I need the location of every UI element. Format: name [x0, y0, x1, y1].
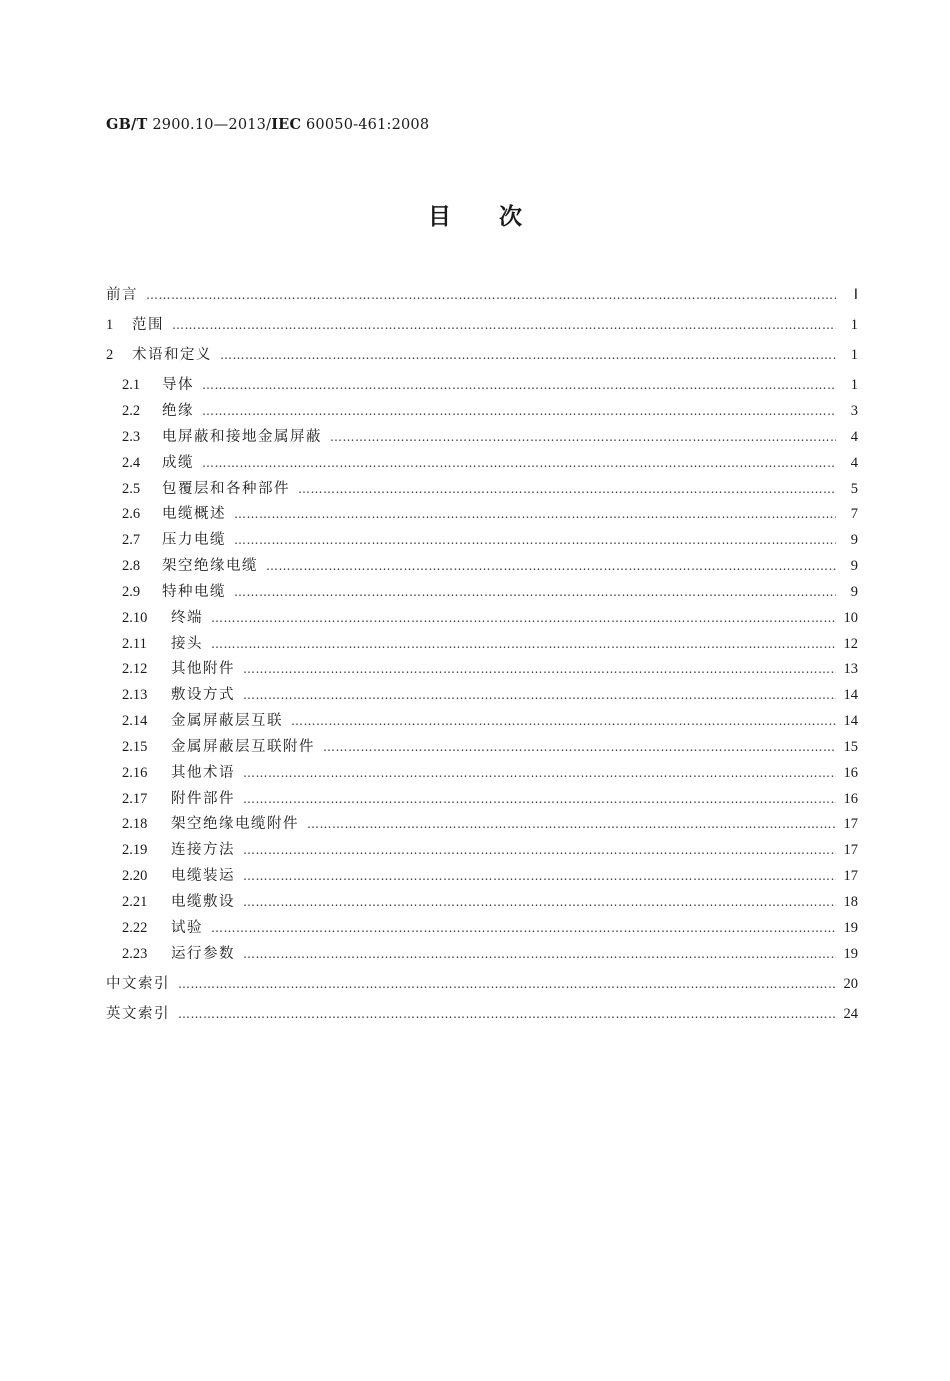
toc-label: 成缆 — [162, 455, 194, 471]
toc-number: 2.5 — [122, 481, 141, 497]
toc-entry[interactable] — [122, 838, 858, 858]
toc-entry[interactable] — [122, 657, 858, 677]
toc-entry[interactable] — [122, 554, 858, 574]
toc-label: 其他附件 — [171, 661, 235, 677]
toc-number: 1 — [106, 317, 114, 333]
toc-entry[interactable] — [122, 580, 858, 600]
toc-number: 2.7 — [122, 532, 141, 548]
toc-label: 金属屏蔽层互联 — [171, 713, 283, 729]
toc-entry[interactable] — [122, 761, 858, 781]
toc-label: 绝缘 — [162, 403, 194, 419]
toc-label: 连接方法 — [171, 842, 235, 858]
iec-number: 60050-461:2008 — [301, 117, 430, 133]
toc-leader-dots — [243, 792, 836, 806]
toc-number: 2.11 — [122, 636, 147, 652]
toc-page-number: 5 — [850, 481, 858, 497]
toc-leader-dots — [211, 637, 836, 651]
toc-entry[interactable] — [122, 890, 858, 910]
toc-leader-dots — [234, 533, 836, 547]
toc-entry[interactable] — [106, 972, 858, 992]
toc-number: 2.17 — [122, 791, 148, 807]
toc-label: 金属屏蔽层互联附件 — [171, 739, 315, 755]
toc-label: 敷设方式 — [171, 687, 235, 703]
standard-prefix: GB/T — [106, 116, 148, 133]
standard-number: 2900.10—2013/ — [147, 117, 272, 133]
toc-page-number: 14 — [843, 687, 858, 703]
toc-label: 试验 — [171, 920, 203, 936]
toc-number: 2.19 — [122, 842, 148, 858]
toc-leader-dots — [202, 456, 836, 470]
toc-label: 架空绝缘电缆附件 — [171, 816, 299, 832]
toc-label: 压力电缆 — [162, 532, 226, 548]
toc-leader-dots — [291, 714, 836, 728]
toc-number: 2.21 — [122, 894, 148, 910]
toc-entry[interactable] — [106, 1002, 858, 1022]
toc-leader-dots — [202, 378, 836, 392]
toc-leader-dots — [243, 895, 836, 909]
toc-label: 电缆概述 — [162, 506, 226, 522]
toc-entry[interactable] — [106, 343, 858, 363]
toc-page-number: 7 — [850, 506, 858, 522]
toc-page-number: 9 — [850, 532, 858, 548]
toc-leader-dots — [307, 817, 836, 831]
toc-page-number: 1 — [850, 377, 858, 393]
toc-leader-dots — [243, 688, 836, 702]
toc-page-number: 14 — [843, 713, 858, 729]
toc-entry[interactable] — [122, 942, 858, 962]
toc-leader-dots — [243, 843, 836, 857]
toc-number: 2.12 — [122, 661, 148, 677]
toc-entry[interactable] — [122, 477, 858, 497]
toc-label: 其他术语 — [171, 765, 235, 781]
toc-number: 2.6 — [122, 506, 141, 522]
toc-label: 包覆层和各种部件 — [162, 481, 290, 497]
toc-leader-dots — [178, 977, 836, 991]
toc-leader-dots — [323, 740, 836, 754]
toc-label: 电缆敷设 — [171, 894, 235, 910]
toc-number: 2.16 — [122, 765, 148, 781]
toc-entry[interactable] — [122, 502, 858, 522]
toc-page-number: 13 — [843, 661, 858, 677]
toc-page-number: 9 — [850, 558, 858, 574]
toc-number: 2.13 — [122, 687, 148, 703]
toc-number: 2.1 — [122, 377, 141, 393]
toc-leader-dots — [178, 1007, 836, 1021]
toc-page-number: 20 — [843, 976, 858, 992]
toc-page-number: 4 — [850, 455, 858, 471]
toc-page-number: 19 — [843, 920, 858, 936]
toc-number: 2.14 — [122, 713, 148, 729]
toc-page-number: 15 — [843, 739, 858, 755]
toc-number: 2.2 — [122, 403, 141, 419]
toc-entry[interactable] — [122, 916, 858, 936]
toc-page-number: Ⅰ — [853, 287, 858, 303]
toc-leader-dots — [211, 921, 836, 935]
toc-number: 2 — [106, 347, 114, 363]
toc-page-number: 9 — [850, 584, 858, 600]
toc-number: 2.15 — [122, 739, 148, 755]
toc-entry[interactable] — [122, 373, 858, 393]
toc-number: 2.18 — [122, 816, 148, 832]
toc-leader-dots — [330, 430, 836, 444]
toc-label: 架空绝缘电缆 — [162, 558, 258, 574]
page-title: 目次 — [428, 204, 570, 230]
toc-entry[interactable] — [122, 735, 858, 755]
toc-label: 术语和定义 — [132, 347, 212, 363]
toc-page-number: 1 — [850, 347, 858, 363]
toc-entry[interactable] — [122, 606, 858, 626]
toc-leader-dots — [172, 318, 836, 332]
toc-leader-dots — [243, 869, 836, 883]
toc-entry[interactable] — [122, 451, 858, 471]
toc-leader-dots — [234, 507, 836, 521]
toc-page-number: 19 — [843, 946, 858, 962]
toc-leader-dots — [146, 288, 836, 302]
toc-page-number: 1 — [850, 317, 858, 333]
toc-label: 中文索引 — [106, 976, 170, 992]
toc-page-number: 16 — [843, 791, 858, 807]
iec-prefix: IEC — [271, 116, 302, 133]
toc-page-number: 17 — [843, 816, 858, 832]
toc-label: 英文索引 — [106, 1006, 170, 1022]
toc-page-number: 17 — [843, 868, 858, 884]
toc-page-number: 17 — [843, 842, 858, 858]
toc-label: 电屏蔽和接地金属屏蔽 — [162, 429, 322, 445]
toc-leader-dots — [298, 482, 836, 496]
toc-label: 导体 — [162, 377, 194, 393]
toc-number: 2.9 — [122, 584, 141, 600]
toc-page-number: 24 — [843, 1006, 858, 1022]
toc-leader-dots — [266, 559, 836, 573]
toc-label: 前言 — [106, 287, 138, 303]
toc-leader-dots — [202, 404, 836, 418]
toc-page-number: 12 — [843, 636, 858, 652]
toc-entry[interactable] — [122, 632, 858, 652]
toc-entry[interactable] — [122, 864, 858, 884]
toc-leader-dots — [234, 585, 836, 599]
toc-page-number: 18 — [843, 894, 858, 910]
toc-entry[interactable] — [122, 425, 858, 445]
toc-number: 2.23 — [122, 946, 148, 962]
toc-page-number: 4 — [850, 429, 858, 445]
toc-label: 特种电缆 — [162, 584, 226, 600]
toc-number: 2.4 — [122, 455, 141, 471]
toc-entry[interactable] — [122, 528, 858, 548]
toc-leader-dots — [243, 947, 836, 961]
toc-entry[interactable] — [106, 283, 858, 303]
toc-label: 附件部件 — [171, 791, 235, 807]
toc-leader-dots — [243, 662, 836, 676]
toc-entry[interactable] — [106, 313, 858, 333]
toc-leader-dots — [211, 611, 836, 625]
toc-entry[interactable] — [122, 399, 858, 419]
toc-page-number: 16 — [843, 765, 858, 781]
toc-page-number: 10 — [843, 610, 858, 626]
toc-label: 范围 — [132, 317, 164, 333]
toc-number: 2.20 — [122, 868, 148, 884]
toc-entry[interactable] — [122, 787, 858, 807]
toc-label: 电缆装运 — [171, 868, 235, 884]
toc-label: 运行参数 — [171, 946, 235, 962]
toc-number: 2.10 — [122, 610, 148, 626]
toc-page-number: 3 — [850, 403, 858, 419]
toc-leader-dots — [220, 348, 836, 362]
toc-entry[interactable] — [122, 683, 858, 703]
toc-number: 2.3 — [122, 429, 141, 445]
toc-entry[interactable] — [122, 709, 858, 729]
toc-label: 接头 — [171, 636, 203, 652]
toc-leader-dots — [243, 766, 836, 780]
toc-entry[interactable] — [122, 812, 858, 832]
toc-number: 2.8 — [122, 558, 141, 574]
toc-number: 2.22 — [122, 920, 148, 936]
toc-label: 终端 — [171, 610, 203, 626]
